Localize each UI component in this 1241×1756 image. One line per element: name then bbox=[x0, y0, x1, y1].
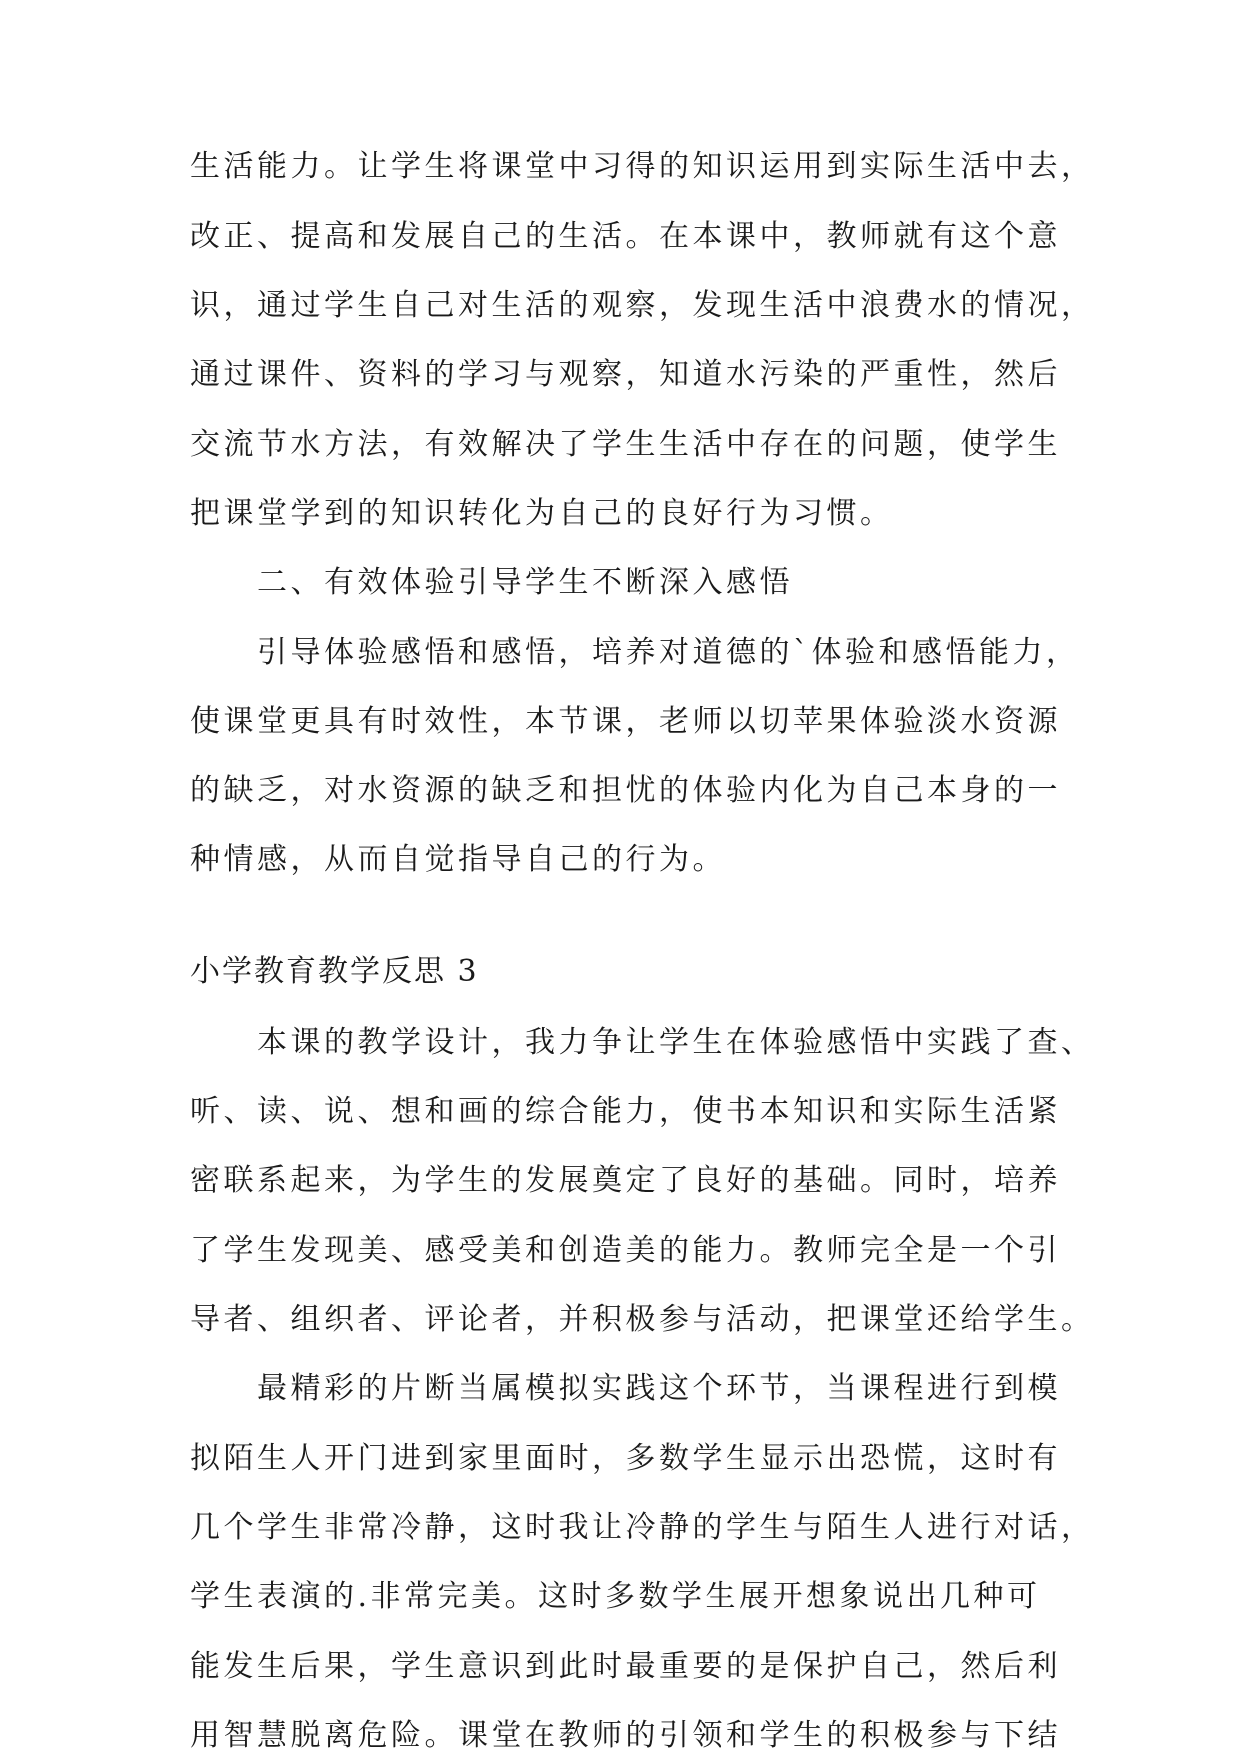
paragraph-line: 了学生发现美、感受美和创造美的能力。教师完全是一个引 bbox=[190, 1233, 1061, 1268]
paragraph-line: 种情感，从而自觉指导自己的行为。 bbox=[190, 842, 726, 877]
paragraph-line: 生活能力。让学生将课堂中习得的知识运用到实际生活中去， bbox=[190, 149, 1095, 184]
section-title: 小学教育教学反思 3 bbox=[190, 954, 479, 989]
paragraph-line: 通过课件、资料的学习与观察，知道水污染的严重性，然后 bbox=[190, 357, 1061, 392]
paragraph-line: 用智慧脱离危险。课堂在教师的引领和学生的积极参与下结 bbox=[190, 1718, 1061, 1753]
paragraph-line: 最精彩的片断当属模拟实践这个环节，当课程进行到模 bbox=[257, 1371, 1061, 1406]
paragraph-line: 引导体验感悟和感悟，培养对道德的`体验和感悟能力， bbox=[257, 635, 1080, 670]
paragraph-line: 把课堂学到的知识转化为自己的良好行为习惯。 bbox=[190, 496, 894, 531]
paragraph-line: 能发生后果，学生意识到此时最重要的是保护自己，然后利 bbox=[190, 1649, 1061, 1684]
paragraph-line: 识，通过学生自己对生活的观察，发现生活中浪费水的情况， bbox=[190, 288, 1095, 323]
paragraph-line: 学生表演的.非常完美。这时多数学生展开想象说出几种可 bbox=[190, 1579, 1041, 1614]
paragraph-line: 几个学生非常冷静，这时我让冷静的学生与陌生人进行对话， bbox=[190, 1510, 1095, 1545]
section-subheading: 二、有效体验引导学生不断深入感悟 bbox=[257, 565, 793, 600]
paragraph-line: 交流节水方法，有效解决了学生生活中存在的问题，使学生 bbox=[190, 427, 1061, 462]
paragraph-line: 拟陌生人开门进到家里面时，多数学生显示出恐慌，这时有 bbox=[190, 1441, 1061, 1476]
paragraph-line: 的缺乏，对水资源的缺乏和担忧的体验内化为自己本身的一 bbox=[190, 773, 1061, 808]
paragraph-line: 使课堂更具有时效性，本节课，老师以切苹果体验淡水资源 bbox=[190, 704, 1061, 739]
paragraph-line: 听、读、说、想和画的综合能力，使书本知识和实际生活紧 bbox=[190, 1094, 1061, 1129]
paragraph-line: 改正、提高和发展自己的生活。在本课中，教师就有这个意 bbox=[190, 219, 1061, 254]
paragraph-line: 导者、组织者、评论者，并积极参与活动，把课堂还给学生。 bbox=[190, 1302, 1095, 1337]
paragraph-line: 密联系起来，为学生的发展奠定了良好的基础。同时，培养 bbox=[190, 1163, 1061, 1198]
paragraph-line: 本课的教学设计，我力争让学生在体验感悟中实践了查、 bbox=[257, 1025, 1095, 1060]
